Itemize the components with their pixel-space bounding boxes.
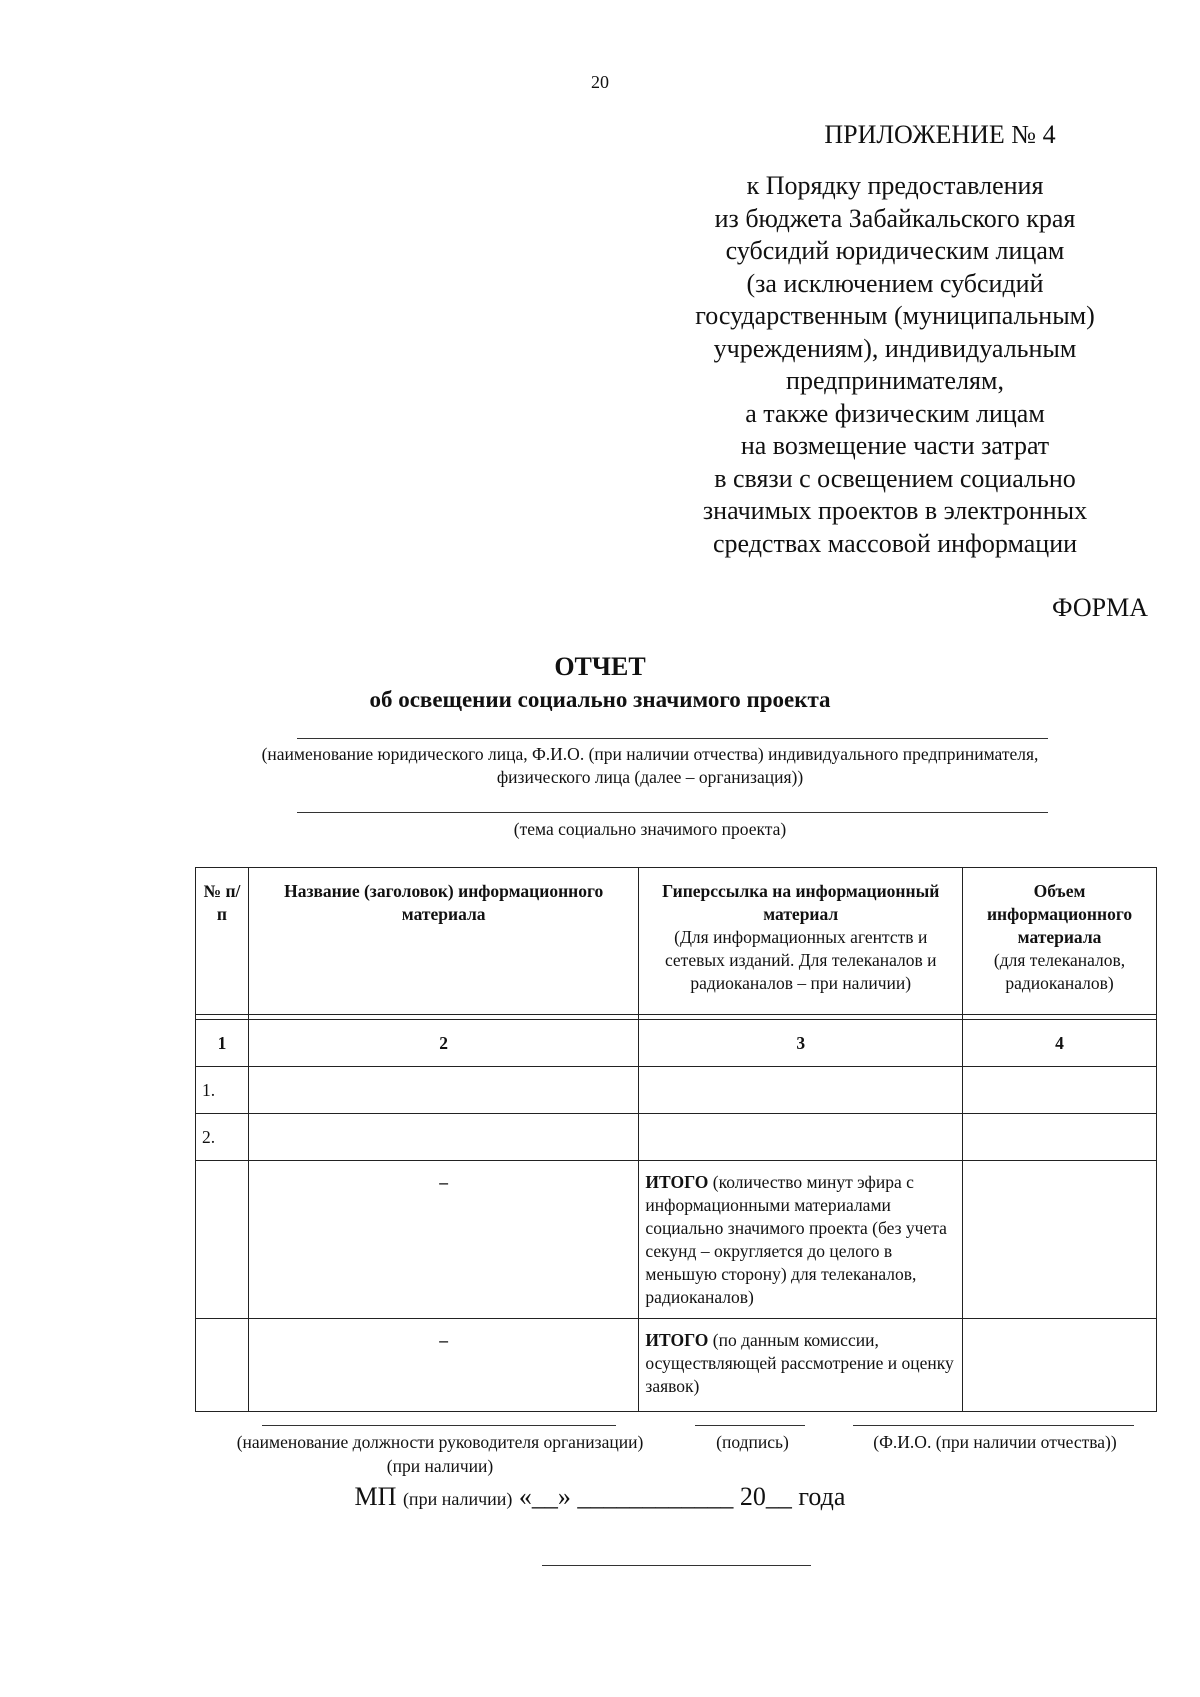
header-hyperlink: [639, 868, 963, 1015]
position-line[interactable]: [262, 1425, 616, 1426]
report-subtitle: об освещении социально значимого проекта: [369, 687, 831, 712]
appendix-title: ПРИЛОЖЕНИЕ № 4: [824, 120, 1056, 149]
column-number: 4: [963, 1020, 1157, 1067]
report-title: ОТЧЕТ: [554, 652, 646, 681]
total-label-bold: ИТОГО: [645, 1172, 709, 1192]
appendix-line: из бюджета Забайкальского края: [714, 203, 1076, 233]
appendix-line: предпринимателям,: [786, 366, 1004, 395]
total-row-airtime: [196, 1161, 1157, 1319]
position-caption: (наименование должности руководителя организации): [236, 1432, 644, 1452]
appendix-line: а также физическим лицам: [745, 398, 1045, 428]
column-number: 3: [639, 1020, 963, 1067]
appendix-line: средствах массовой информации: [712, 528, 1078, 558]
total-dash: –: [248, 1161, 638, 1319]
column-number: 2: [248, 1020, 638, 1067]
row-hyperlink-cell[interactable]: [639, 1067, 963, 1114]
stamp-if-any: (при наличии): [402, 1489, 513, 1509]
stamp-date-line: [0, 1482, 1200, 1512]
total-label-bold: ИТОГО: [645, 1330, 709, 1350]
column-number: 1: [196, 1020, 249, 1067]
header-title: Название (заголовок) информационного материала: [248, 868, 638, 1015]
appendix-line: к Порядку предоставления: [746, 171, 1044, 200]
project-topic-caption: (тема социально значимого проекта): [513, 819, 787, 839]
total-dash: –: [248, 1319, 638, 1412]
total-label-text: (количество минут эфира с информационными материалами социально значимого проекта (без учета секунд – округляется до целого в меньшую сторону) для телеканалов, радиоканалов): [645, 1172, 947, 1307]
table-header-row: [196, 868, 1157, 1015]
row-volume-cell[interactable]: [963, 1067, 1157, 1114]
total-number-cell: [196, 1319, 249, 1412]
row-title-cell[interactable]: [248, 1114, 638, 1161]
position-caption-2: (при наличии): [386, 1456, 494, 1476]
report-table: [195, 867, 1157, 1412]
row-number: 1.: [196, 1067, 249, 1114]
total-number-cell: [196, 1161, 249, 1319]
total-label-text: (по данным комиссии, осуществляющей рассмотрение и оценку заявок): [645, 1330, 954, 1396]
appendix-line: значимых проектов в электронных: [702, 496, 1088, 525]
appendix-line: (за исключением субсидий: [746, 268, 1044, 298]
appendix-line: государственным (муниципальным): [695, 301, 1095, 330]
total-row-commission: [196, 1319, 1157, 1412]
appendix-line: на возмещение части затрат: [740, 431, 1050, 460]
total-value-cell[interactable]: [963, 1319, 1157, 1412]
table-row: [196, 1114, 1157, 1161]
full-name-caption: (Ф.И.О. (при наличии отчества)): [873, 1432, 1117, 1452]
appendix-line: в связи с освещением социально: [714, 463, 1076, 493]
signature-caption: (подпись): [716, 1432, 789, 1452]
total-label-cell: [639, 1161, 963, 1319]
header-number: № п/п: [196, 868, 249, 1015]
total-value-cell[interactable]: [963, 1161, 1157, 1319]
organization-caption-2: физического лица (далее – организация)): [496, 767, 804, 787]
header-volume-bold: Объем информационного материала: [986, 881, 1133, 947]
header-volume-note: (для телеканалов, радиоканалов): [993, 950, 1126, 993]
header-volume: [963, 868, 1157, 1015]
row-number: 2.: [196, 1114, 249, 1161]
appendix-line: субсидий юридическим лицам: [725, 236, 1065, 265]
appendix-line: учреждениям), индивидуальным: [713, 333, 1077, 363]
date-field[interactable]: «__» ____________ 20__ года: [518, 1482, 846, 1511]
organization-name-line[interactable]: [297, 738, 1048, 739]
total-label-cell: [639, 1319, 963, 1412]
table-row: [196, 1067, 1157, 1114]
stamp-label: МП: [354, 1482, 397, 1511]
row-title-cell[interactable]: [248, 1067, 638, 1114]
row-volume-cell[interactable]: [963, 1114, 1157, 1161]
organization-caption-1: (наименование юридического лица, Ф.И.О. (при наличии отчества) индивидуального предпринимателя,: [261, 744, 1039, 764]
row-hyperlink-cell[interactable]: [639, 1114, 963, 1161]
full-name-line[interactable]: [853, 1425, 1134, 1426]
bottom-line: [542, 1565, 811, 1566]
header-hyperlink-note: (Для информационных агентств и сетевых изданий. Для телеканалов и радиоканалов – при наличии): [664, 927, 937, 993]
column-number-row: [196, 1020, 1157, 1067]
project-topic-line[interactable]: [297, 812, 1048, 813]
form-label: ФОРМА: [1052, 593, 1148, 622]
signature-line[interactable]: [695, 1425, 805, 1426]
appendix-text: [640, 170, 1150, 560]
page-number: 20: [591, 72, 609, 92]
header-hyperlink-bold: Гиперссылка на информационный материал: [662, 881, 940, 924]
